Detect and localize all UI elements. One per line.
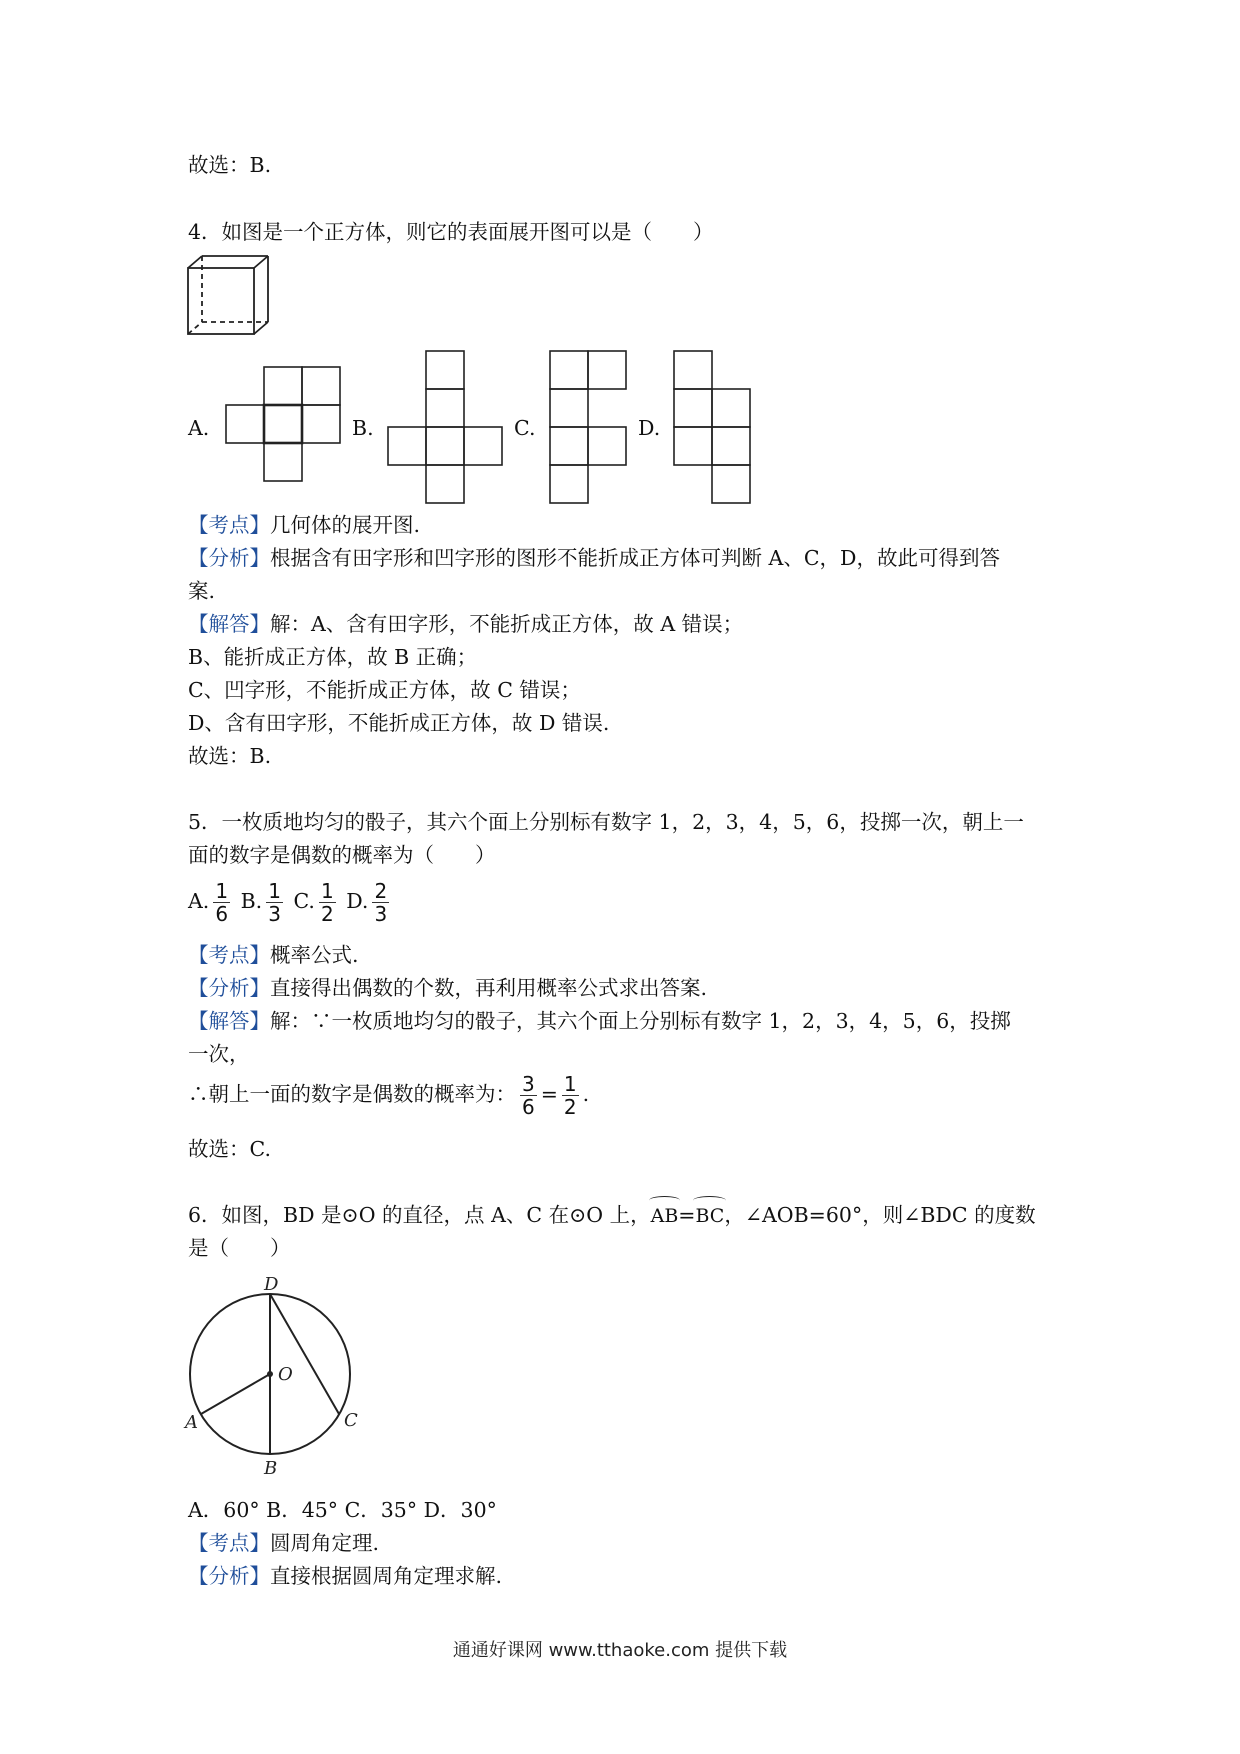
- page-footer: 通通好课网 www.tthaoke.com 提供下载: [452, 1640, 788, 1661]
- fenxi-tag: 【分析】: [188, 976, 270, 1000]
- arc-ab: AB: [651, 1202, 679, 1230]
- q4-option-b-label: B.: [352, 416, 374, 440]
- kaodian-tag: 【考点】: [188, 513, 270, 537]
- kaodian-tag: 【考点】: [188, 1531, 270, 1555]
- q4-net-d: [672, 350, 752, 504]
- label-a: A: [185, 1412, 198, 1433]
- q4-net-c: [548, 350, 628, 504]
- q6-kaodian: 【考点】圆周角定理.: [188, 1531, 380, 1555]
- q4-question: 4．如图是一个正方体，则它的表面展开图可以是（ ）: [188, 220, 714, 244]
- q5-option-a-label: A.: [188, 889, 210, 913]
- q4-option-c-label: C.: [514, 416, 536, 440]
- fenxi-tag: 【分析】: [188, 546, 270, 570]
- q5-option-c-fraction: $\frac{1}{2}$: [320, 879, 334, 926]
- q4-net-a: [224, 366, 342, 484]
- q4-option-d-label: D.: [638, 416, 661, 440]
- cube-figure: [186, 254, 278, 338]
- label-c: C: [344, 1410, 358, 1431]
- q4-fenxi: 【分析】根据含有田字形和凹字形的图形不能折成正方体可判断 A、C，D，故此可得到答: [188, 546, 1000, 570]
- q6-question-line2: 是（ ）: [188, 1236, 291, 1260]
- q5-jieda: 【解答】解：∵一枚质地均匀的骰子，其六个面上分别标有数字 1，2，3，4，5，6，投掷: [188, 1009, 1011, 1033]
- q4-option-a-label: A.: [188, 416, 210, 440]
- q6-question-line1: 6．如图，BD 是⊙O 的直径，点 A、C 在⊙O 上，AB=BC，∠AOB=60°，则∠BDC 的度数: [188, 1201, 1036, 1230]
- q5-fenxi: 【分析】直接得出偶数的个数，再利用概率公式求出答案.: [188, 976, 708, 1000]
- q5-question-line1: 5．一枚质地均匀的骰子，其六个面上分别标有数字 1，2，3，4，5，6，投掷一次，朝上一: [188, 810, 1024, 834]
- q4-conclusion: 故选：B.: [188, 744, 272, 768]
- label-o: O: [278, 1364, 293, 1385]
- q5-options: [188, 876, 393, 926]
- q5-option-d-fraction: $\frac{2}{3}$: [374, 879, 388, 926]
- q5-option-c-label: C.: [293, 889, 315, 913]
- q6-fenxi: 【分析】直接根据圆周角定理求解.: [188, 1564, 503, 1588]
- fraction-1-2: $\frac{1}{2}$: [563, 1072, 577, 1119]
- q5-jieda-cont: 一次，: [188, 1042, 250, 1066]
- jieda-tag: 【解答】: [188, 612, 270, 636]
- q4-jieda-b: B、能折成正方体，故 B 正确；: [188, 645, 478, 669]
- q5-jieda-result: ∴朝上一面的数字是偶数的概率为： $\frac{3}{6}$ = $\frac{1}{2}$ .: [188, 1072, 590, 1119]
- q5-question-line2: 面的数字是偶数的概率为（ ）: [188, 843, 496, 867]
- q4-jieda-c: C、凹字形，不能折成正方体，故 C 错误；: [188, 678, 581, 702]
- q4-jieda: 【解答】解：A、含有田字形，不能折成正方体，故 A 错误；: [188, 612, 744, 636]
- q5-conclusion: 故选：C.: [188, 1137, 271, 1161]
- jieda-tag: 【解答】: [188, 1009, 270, 1033]
- q5-option-a-fraction: $\frac{1}{6}$: [215, 879, 229, 926]
- q5-option-d-label: D.: [346, 889, 369, 913]
- prev-conclusion: 故选：B.: [188, 153, 272, 177]
- q5-kaodian: 【考点】概率公式.: [188, 943, 359, 967]
- q6-options: A．60° B．45° C．35° D．30°: [188, 1498, 497, 1522]
- kaodian-tag: 【考点】: [188, 943, 270, 967]
- q4-fenxi-cont: 案.: [188, 579, 216, 603]
- circle-figure: [182, 1272, 362, 1482]
- q4-net-b: [386, 350, 504, 504]
- fenxi-tag: 【分析】: [188, 1564, 270, 1588]
- q4-jieda-d: D、含有田字形，不能折成正方体，故 D 错误.: [188, 711, 610, 735]
- fraction-3-6: $\frac{3}{6}$: [522, 1072, 535, 1119]
- label-d: D: [264, 1274, 279, 1295]
- q4-kaodian: 【考点】几何体的展开图.: [188, 513, 421, 537]
- label-b: B: [264, 1458, 278, 1479]
- arc-bc: BC: [695, 1202, 724, 1230]
- q5-option-b-fraction: $\frac{1}{3}$: [268, 879, 281, 926]
- q5-option-b-label: B.: [240, 889, 263, 913]
